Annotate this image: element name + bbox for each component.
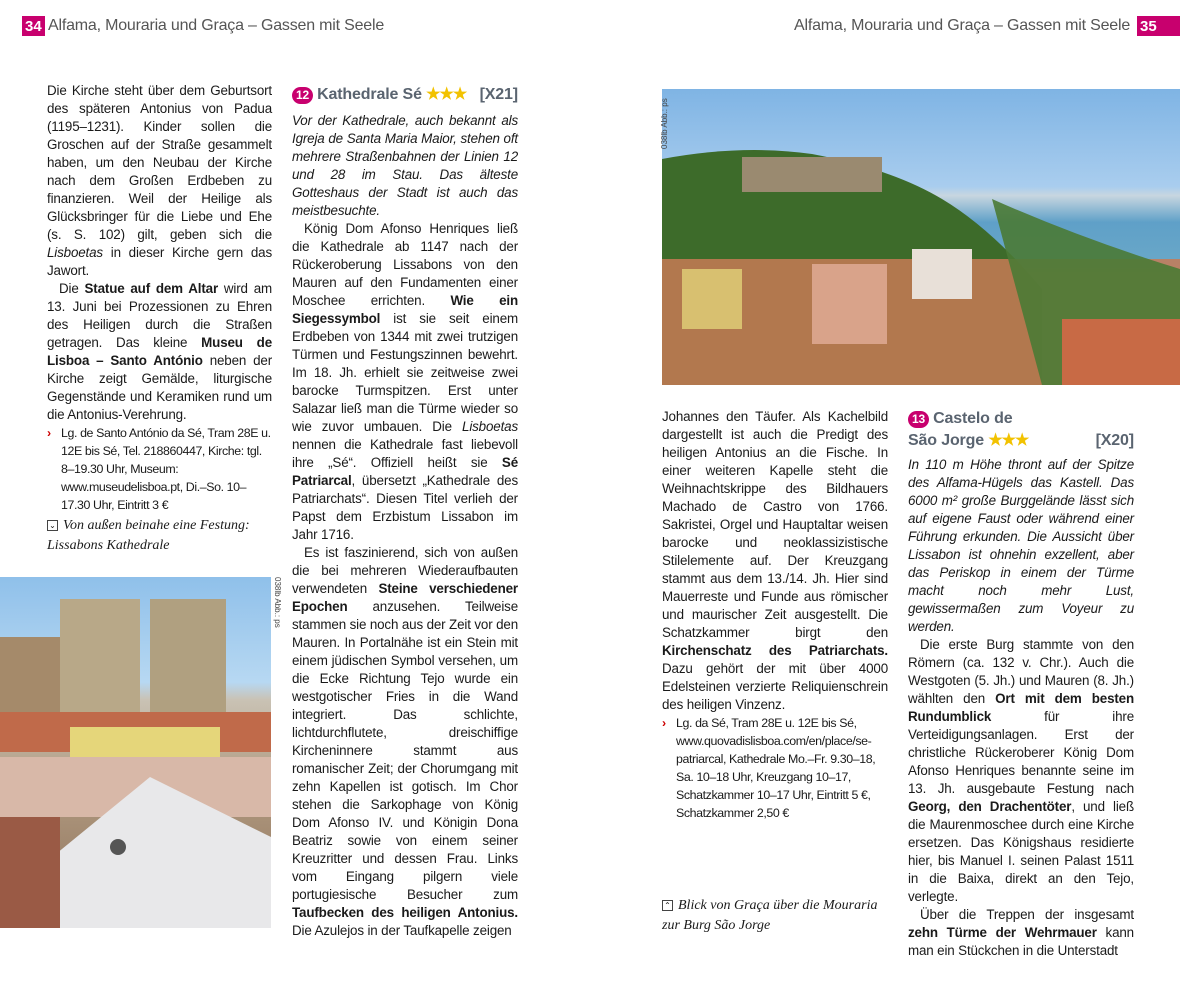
column-1 <box>47 82 272 514</box>
info-box-antonius <box>47 424 272 514</box>
text: Es ist faszinierend, sich von außen die bei mehreren Wiederaufbauten verwendeten <box>292 545 518 596</box>
info-text: Lg. da Sé, Tram 28E u. 12E bis Sé, www.quovadislisboa.com/en/place/se-patriarcal, Kathedrale Mo.–Fr. 9.30–18, Sa. 10–18 Uhr, Kreuzgang 10–17, Schatzkammer 10–17 Uhr, Eintritt 5 €, Schatzkammer 2,50 € <box>676 716 876 820</box>
text: kann man ein Stückchen in die Unterstadt <box>908 925 1134 958</box>
photo-credit: 038lb Abb.: ps <box>273 577 282 628</box>
text: Die Azulejos in der Taufkapelle zeigen <box>292 923 512 938</box>
text: Vor der Kathedrale, auch bekannt als Igreja de Santa Maria Maior, stehen oft mehrere Straßenbahnen der Linien 12 und 28 im Stau. Das älteste Gotteshaus der Stadt ist auch das meistbesuchte. <box>292 113 518 218</box>
text: König Dom Afonso Henriques ließ die Kathedrale ab 1147 nach der Rückeroberung Lissabons von den Mauren auf den Fundamenten einer Moschee errichten. <box>292 221 518 308</box>
sight-number-badge: 13 <box>908 411 929 428</box>
paragraph <box>47 280 272 424</box>
text: , und ließ die Maurenmoschee durch eine Kirche ersetzen. Das Königshaus residierte hier, bis Manuel I. seinen Palast 1511 in die Baixa, direkt an den Tejo, verlegte. <box>908 799 1134 904</box>
text: in dieser Kirche gern das Jawort. <box>47 245 272 278</box>
text: In 110 m Höhe thront auf der Spitze des Alfama-Hügels das Kastell. Das 6000 m² große Burggelände lässt sich auf eigene Faust oder während einer Führung erkunden. Die Aussicht über Lissabon ist ohnehin exzellent, aber das Periskop in einem der Türme macht noch mehr Lust, gewissermaßen zum Voyeur zu werden. <box>908 457 1134 634</box>
column-4 <box>908 408 1134 960</box>
bold-text: Georg, den Drachentöter <box>908 799 1072 814</box>
sight-name-line1: Castelo de <box>933 410 1013 427</box>
castle-illustration <box>662 89 1180 385</box>
caption-text: Von außen beinahe eine Festung: Lissabons Kathedrale <box>47 518 250 553</box>
photo-castle-view <box>662 89 1180 385</box>
text: Johannes den Täufer. Als Kachelbild dargestellt ist auch die Predigt des heiligen Antonius an die Fische. In einer weiteren Kapelle steht die Weihnachtskrippe des Bildhauers Machado de Castro von 1766. Sakristei, Orgel und Hauptaltar weisen barocke und neoklassizistische Stilelemente auf. Der Kreuzgang stammt aus dem 13./14. Jh. Hier sind Mauerreste und Funde aus römischer und maurischer Zeit ausgestellt. Die Schatzkammer birgt den <box>662 409 888 640</box>
paragraph <box>47 82 272 280</box>
col4-text <box>908 456 1134 960</box>
paragraph <box>908 456 1134 636</box>
text: Über die Treppen der insgesamt <box>920 907 1134 922</box>
text: nennen die Kathedrale fast liebevoll ihre „Sé“. Offiziell heißt sie <box>292 437 518 470</box>
column-2 <box>292 84 518 940</box>
sight-heading-12 <box>292 84 518 106</box>
text: Die Kirche steht über dem Geburtsort des späteren Antonius von Padua (1195–1231). Kinder sollen die Groschen auf der Straße gesammelt haben, um den Neubau der Kirche nach dem Großen Erdbeben zu finanzieren. Weil der Heilige als Glücksbringer für die Liebe und Ehe (s. S. 102) gilt, geben sich die <box>47 83 272 242</box>
page-number-left: 34 <box>22 16 45 36</box>
bold-text: Steine verschiedener Epochen <box>292 581 518 614</box>
col1-text <box>47 82 272 424</box>
info-box-cathedral <box>662 714 888 822</box>
text: ist sie seit einem Erdbeben von 1344 mit zwei trutzigen Türmen und Festungszinnen bewehrt. Im 18. Jh. erhielt sie zeitweise zwei barocke Turmspitzen. Erst unter Salazar ließ man die Türme wieder so wie zuvor umbauen. Die <box>292 311 518 434</box>
paragraph <box>292 112 518 220</box>
sight-number-badge: 12 <box>292 87 313 104</box>
caption-text: Blick von Graça über die Mouraria zur Burg São Jorge <box>662 898 878 933</box>
sight-name: Kathedrale Sé <box>317 86 422 103</box>
sight-heading-13 <box>908 408 1134 452</box>
bold-text: zehn Türme der Wehrmauer <box>908 925 1097 940</box>
chevron-right-icon: › <box>662 716 666 730</box>
bold-text: Wie ein Siegessymbol <box>292 293 518 326</box>
bold-text: Statue auf dem Altar <box>84 281 219 296</box>
page-number-right: 35 <box>1137 16 1180 36</box>
bold-text: Sé Patriarcal <box>292 455 518 488</box>
text: anzusehen. Teilweise stammen sie noch aus der Zeit vor den Mauren. In Portalnähe ist ein Stein mit einem jüdischen Symbol versehen, um die Ecke Richtung Tejo wurde ein westgotischer Fries in die Wand integriert. Das schlichte, lichtdurchflutete, dreischiffige Kircheninnere stammt aus romanischer Zeit; der Chorumgang mit zehn Kapellen ist gotisch. Im Chor stehen die Sarkophage von König Dom Afonso IV. und Königin Dona Beatriz sowie von einem seiner Kreuzritter und dessen Frau. Links vom Eingang pilgern viele portugiesische Besucher zum <box>292 599 518 902</box>
column-3 <box>662 408 888 822</box>
running-head-right: Alfama, Mouraria und Graça – Gassen mit Seele <box>794 17 1131 34</box>
col3-text <box>662 408 888 714</box>
paragraph <box>908 906 1134 960</box>
paragraph <box>292 544 518 940</box>
cathedral-illustration <box>0 577 271 928</box>
bold-text: Taufbecken des heiligen Antonius. <box>292 905 518 920</box>
running-head-left: Alfama, Mouraria und Graça – Gassen mit Seele <box>48 17 385 34</box>
col2-text <box>292 112 518 940</box>
caption-arrow-up-icon: ⌃ <box>662 900 673 911</box>
star-rating-icon: ★★★ <box>426 86 467 103</box>
paragraph <box>908 636 1134 906</box>
star-rating-icon: ★★★ <box>988 432 1029 449</box>
text: , übersetzt „Kathedrale des Patriarchats“. Diesen Titel verlieh der Papst dem Erzbistum Lissabon im Jahr 1716. <box>292 473 518 542</box>
text: Die <box>59 281 85 296</box>
caption-arrow-down-icon: ⌄ <box>47 520 58 531</box>
text: neben der Kirche zeigt Gemälde, liturgische Gegenstände und Keramiken rund um die Antonius-Verehrung. <box>47 353 273 422</box>
photo-cathedral <box>0 577 271 928</box>
italic-text: Lisboetas <box>47 245 103 260</box>
text: für ihre Verteidigungsanlagen. Erst der christliche Rückeroberer König Dom Afonso Henriques benannte seine im 13. Jh. ausgebaute Festung nach <box>908 709 1134 796</box>
italic-text: Lisboetas <box>462 419 518 434</box>
chevron-right-icon: › <box>47 426 51 440</box>
info-text: Lg. de Santo António da Sé, Tram 28E u. 12E bis Sé, Tel. 218860447, Kirche: tgl. 8–19.30 Uhr, Museum: www.museudelisboa.pt, Di.–So. 10–17.30 Uhr, Eintritt 3 € <box>61 426 271 512</box>
text: wird am 13. Juni bei Prozessionen zu Ehren des Heiligen durch die Straßen getragen. Das kleine <box>47 281 272 350</box>
map-grid-ref: [X20] <box>1095 432 1134 449</box>
bold-text: Ort mit dem besten Rundumblick <box>908 691 1135 724</box>
photo-credit-right: 038lb Abb.: ps <box>660 98 669 149</box>
sight-name-line2: São Jorge <box>908 432 985 449</box>
text: Die erste Burg stammte von den Römern (ca. 132 v. Chr.). Auch die Westgoten (5. Jh.) und Mauren (8. Jh.) wählten den <box>908 637 1134 706</box>
bold-text: Kirchenschatz des Patriarchats. <box>662 643 888 658</box>
photo-caption-cathedral <box>47 516 277 556</box>
paragraph <box>662 408 888 714</box>
map-grid-ref: [X21] <box>479 86 518 103</box>
paragraph <box>292 220 518 544</box>
bold-text: Museu de Lisboa – Santo António <box>47 335 272 368</box>
photo-caption-castle <box>662 896 892 936</box>
text: Dazu gehört der mit über 4000 Edelsteinen verzierte Reliquienschrein des heiligen Vinzenz. <box>662 661 888 712</box>
